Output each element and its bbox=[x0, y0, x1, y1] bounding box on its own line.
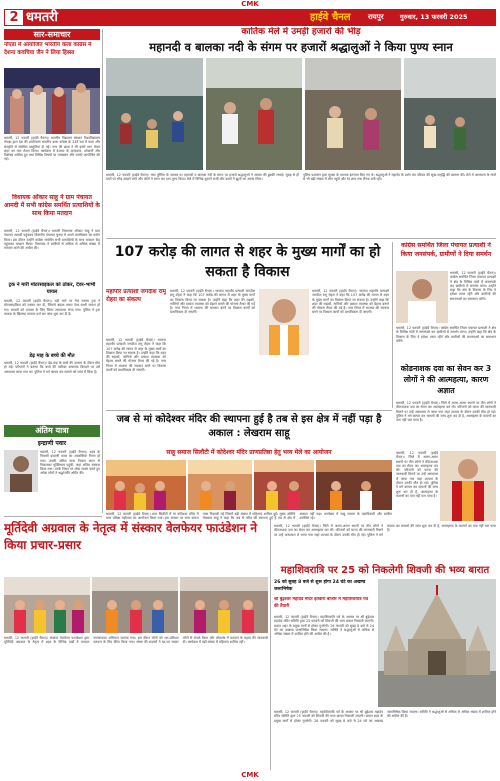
city: रायपुर bbox=[368, 13, 384, 21]
lead-headline: महानदी व बालका नदी के संगम पर हजारों श्रद्धालुओं ने किया पुण्य स्नान bbox=[149, 40, 453, 54]
divider bbox=[106, 238, 496, 239]
obituary-title: अंतिम यात्रा bbox=[4, 425, 100, 437]
column-divider bbox=[102, 29, 103, 513]
roads-kicker: महापौर प्रत्याशी जगदीश रामू रोहरा का संकल्प bbox=[106, 289, 166, 303]
river-photo-1 bbox=[106, 58, 203, 170]
obituary-body: धमतरी, 12 फरवरी (हाईवे चैनल)। शहर के निवासी इन्द्राणी पवार का आकस्मिक निधन हो गया। उनकी अंतिम यात्रा निवास स्थान से निकलकर मुक्तिधाम पहुंची, जहां अंतिम संस्कार किया गया। उनके निधन पर शोक व्यक्त करते हुए अनेक लोगों ने श्रद्धांजलि अर्पित की। bbox=[40, 450, 100, 476]
cong-photo bbox=[396, 271, 448, 323]
river-photo-4 bbox=[404, 58, 496, 170]
temple-photo-3 bbox=[254, 460, 314, 510]
temple-photo-1 bbox=[106, 460, 186, 510]
murti-body: धमतरी, 12 फरवरी (हाईवे चैनल)। संस्कार वेलफेयर फाउंडेशन द्वारा मूर्तिदेवी अग्रवाल के नेतृत्व में शहर के विभिन्न वार्डों में मतदान जागरूकता अभियान चलाया गया। इस दौरान लोगों को शत-प्रतिशत मतदान के लिए प्रेरित किया गया। संस्था की सदस्यों ने घर-घर जाकर लोगों से संपर्क किया और लोकतंत्र में मतदान के महत्व की जानकारी दी। कार्यक्रम में बड़ी संख्या में महिलाएं शामिल रहीं। bbox=[4, 636, 268, 645]
brand-bottom: CMK bbox=[241, 771, 259, 779]
temple-photo-4 bbox=[316, 460, 392, 510]
obituary-name: इन्द्राणी पवार bbox=[37, 440, 67, 447]
shiv-body-2: धमतरी, 12 फरवरी (हाईवे चैनल)। महाशिवरात्रि पर्व के अवसर पर श्री बुढ़ेश्वर महादेव मंदिर समिति द्वारा 25 फरवरी को शिवजी की भव्य बारात निकाली जाएगी। बारात शहर के प्रमुख मार्गों से होकर गुजरेगी। 26 फरवरी को सुबह 8 बजे से 24 घंटे का अखण्ड जलाभिषेक किया जाएगा। समिति ने श्रद्धालुओं से अधिक से अधिक संख्या में शामिल होने की अपील की है। bbox=[274, 710, 496, 723]
brand-top: CMK bbox=[241, 0, 259, 8]
brief2-body: धमतरी, 12 फरवरी (हाईवे चैनल)। धमतरी विधायक ओंकार साहू ने ग्राम पंचायत आमदी पहुंचकर त्रिस्तरीय पंचायत चुनाव में अपने मताधिकार का प्रयोग किया। इस दौरान उन्होंने कांग्रेस समर्थित सभी प्रत्याशियों के साथ मतदान केंद्र पहुंचकर मतदान किया। विधायक ने ग्रामीणों से अधिक से अधिक संख्या में मतदान करने की अपील की। bbox=[4, 229, 100, 251]
shiv-headline: महाशिवरात्रि पर 25 को निकलेगी शिवजी की भव्य बारात bbox=[280, 565, 490, 576]
divider bbox=[392, 242, 393, 408]
cong-body-right: धमतरी, 12 फरवरी (हाईवे चैनल)। कांग्रेस समर्थित जिला पंचायत प्रत्याशी ने क्षेत्र के विभिन्न गांवों में जनसंपर्क कर ग्रामीणों से समर्थन मांगा। उन्होंने कहा कि क्षेत्र के विकास के लिए वे हमेशा तत्पर रहेंगे और ग्रामीणों की समस्याओं का समाधान करेंगे। bbox=[450, 271, 496, 301]
paper-name: हाईवे चैनल bbox=[310, 12, 351, 23]
cong-headline: कांग्रेस समर्थित जिला पंचायत प्रत्याशी ने किया जनसंपर्क, ग्रामीणों ने दिया समर्थन bbox=[400, 242, 492, 258]
murti-photo-2 bbox=[92, 577, 178, 633]
river-photo-3 bbox=[305, 58, 401, 170]
shiv-body: धमतरी, 12 फरवरी (हाईवे चैनल)। महाशिवरात्रि पर्व के अवसर पर श्री बुढ़ेश्वर महादेव मंदिर समिति द्वारा 25 फरवरी को शिवजी की भव्य बारात निकाली जाएगी। बारात शहर के प्रमुख मार्गों से होकर गुजरेगी। 26 फरवरी को सुबह 8 बजे से 24 घंटे का अखण्ड जलाभिषेक किया जाएगा। समिति ने श्रद्धालुओं से अधिक से अधिक संख्या में शामिल होने की अपील की है। bbox=[274, 615, 374, 637]
murti-photo-3 bbox=[180, 577, 268, 633]
lead-body-2: पुलिस प्रशासन द्वारा सुरक्षा के व्यापक इंतजाम किए गए थे। श्रद्धालुओं ने महादेव के दर्शन कर परिवार की सुख-समृद्धि की कामना की। मेले में आसपास के गांवों से भी बड़ी संख्या में लोग पहुंचे और देर शाम तक रौनक बनी रही। bbox=[303, 173, 496, 182]
roads-body-2: धमतरी, 12 फरवरी (हाईवे चैनल)। भाजपा महापौर प्रत्याशी जगदीश रामू रोहरा ने कहा कि 107 करोड़ की लागत से शहर के मुख्य मार्गों का विकास किया जा सकता है। उन्होंने कहा कि शहर की सड़कों, नालियों और प्रकाश व्यवस्था को बेहतर बनाने की योजना तैयार की गई है। नगर निगम में भाजपा की सरकार बनने पर विकास कार्यों को प्राथमिकता दी जाएगी। bbox=[312, 289, 389, 315]
cough-body: धमतरी, 12 फरवरी (हाईवे चैनल)। जिले में अलग-अलग स्थानों पर तीन लोगों ने कीटनाशक दवा का सेवन कर आत्महत्या कर ली। परिजनों को घटना की जानकारी मिलने पर उन्हें अस्पताल ले जाया गया जहां उपचार के दौरान उनकी मौत हो गई। पुलिस ने मर्ग कायम कर मामलों की जांच शुरू कर दी है, आत्महत्या के कारणों का पता नहीं चल पाया है। bbox=[396, 401, 496, 423]
roads-headline: 107 करोड़ की लागत से शहर के मुख्य मार्गों का हो सकता है विकास bbox=[114, 244, 381, 280]
temple-headline: जब से मां कोदेश्वर मंदिर की स्थापना हुई है तब से इस क्षेत्र में नहीं पड़ा है अकाल : लेखराम साहू bbox=[116, 414, 382, 439]
roads-body-left: धमतरी, 12 फरवरी (हाईवे चैनल)। भाजपा महापौर प्रत्याशी जगदीश रामू रोहरा ने कहा कि 107 करोड़ की लागत से शहर के मुख्य मार्गों का विकास किया जा सकता है। उन्होंने कहा कि शहर की सड़कों, नालियों और प्रकाश व्यवस्था को बेहतर बनाने की योजना तैयार की गई है। नगर निगम में भाजपा की सरकार बनने पर विकास कार्यों को प्राथमिकता दी जाएगी। bbox=[106, 338, 166, 373]
brief1-headline: नोएडा में आयोजित भारतीय कला कांग्रेस में देशना कवचिया जैन ने लिया हिस्सा bbox=[4, 42, 92, 56]
brief3-body: धमतरी, 12 फरवरी (हाईवे चैनल)। रुद्री मार्ग पर तेज रफ्तार ट्रक ने मोटरसाइकिल को टक्कर मार दी, जिससे बाइक सवार देवर-भाभी घायल हो गए। घायलों को उपचार के लिए जिला अस्पताल भेजा गया। पुलिस ने ट्रक चालक के खिलाफ मामला दर्ज कर जांच शुरू कर दी है। bbox=[4, 299, 100, 316]
divider bbox=[4, 516, 102, 517]
story-kicker: कार्तिक मेले में उमड़ी हजारों की भीड़ bbox=[241, 27, 361, 37]
shiv-subhead: श्री बुढ़ेश्वर महादेव मंदिर इतवारी बाजार में महाशिवरात्रि पर्व की तैयारी bbox=[274, 597, 369, 609]
obituary-photo bbox=[4, 450, 38, 492]
brief1-photo bbox=[4, 68, 100, 134]
page-header bbox=[4, 9, 496, 26]
page-number: 2 bbox=[4, 9, 24, 26]
temple-photo-2 bbox=[188, 460, 252, 510]
candidate-photo bbox=[259, 289, 309, 355]
roads-body: धमतरी, 12 फरवरी (हाईवे चैनल)। भाजपा महापौर प्रत्याशी जगदीश रामू रोहरा ने कहा कि 107 करोड़ की लागत से शहर के मुख्य मार्गों का विकास किया जा सकता है। उन्होंने कहा कि शहर की सड़कों, नालियों और प्रकाश व्यवस्था को बेहतर बनाने की योजना तैयार की गई है। नगर निगम में भाजपा की सरकार बनने पर विकास कार्यों को प्राथमिकता दी जाएगी। bbox=[170, 289, 255, 315]
date: गुरुवार, 13 फरवरी 2025 bbox=[400, 13, 468, 21]
brief4-headline: डेढ़ माह के बच्चे की मौत bbox=[29, 353, 75, 359]
river-photo-2 bbox=[206, 58, 302, 170]
shiv-kicker: 26 को सुबह 8 बजे से शुरू होगा 24 घंटे का अखण्ड जलाभिषेक bbox=[274, 580, 366, 592]
lead-body-1: धमतरी, 12 फरवरी (हाईवे चैनल)। माघ पूर्णिमा के अवसर पर महानदी व बालका नदी के संगम पर हजारों श्रद्धालुओं ने आस्था की डुबकी लगाई। सुबह से ही घाटों पर भीड़ उमड़ने लगी और लोगों ने स्नान कर दान-पुण्य किया। मेले में विभिन्न दुकानें सजीं और बच्चों ने झूलों का आनंद लिया। bbox=[106, 173, 299, 182]
cough-body-2: धमतरी, 12 फरवरी (हाईवे चैनल)। जिले में अलग-अलग स्थानों पर तीन लोगों ने कीटनाशक दवा का सेवन कर आत्महत्या कर ली। परिजनों को घटना की जानकारी मिलने पर उन्हें अस्पताल ले जाया गया जहां उपचार के दौरान उनकी मौत हो गई। पुलिस ने मर्ग कायम कर मामलों की जांच शुरू कर दी है, आत्महत्या के कारणों का पता नहीं चल पाया है। bbox=[396, 451, 438, 498]
temple-building-photo bbox=[378, 579, 496, 707]
cough-headline: कोडनाशक दवा का सेवन कर 3 लोगों ने की आत्महत्या, कारण अज्ञात bbox=[400, 364, 492, 395]
cough-body-3: धमतरी, 12 फरवरी (हाईवे चैनल)। जिले में अलग-अलग स्थानों पर तीन लोगों ने कीटनाशक दवा का सेवन कर आत्महत्या कर ली। परिजनों को घटना की जानकारी मिलने पर उन्हें अस्पताल ले जाया गया जहां उपचार के दौरान उनकी मौत हो गई। पुलिस ने मर्ग कायम कर मामलों की जांच शुरू कर दी है, आत्महत्या के कारणों का पता नहीं चल पाया है। bbox=[274, 524, 496, 537]
divider bbox=[106, 410, 392, 411]
murti-headline: मूर्तिदेवी अग्रवाल के नेतृत्व में संस्कार वेलफेयर फाउंडेशन ने किया प्रचार-प्रसार bbox=[4, 521, 258, 552]
cong-body: धमतरी, 12 फरवरी (हाईवे चैनल)। कांग्रेस समर्थित जिला पंचायत प्रत्याशी ने क्षेत्र के विभिन्न गांवों में जनसंपर्क कर ग्रामीणों से समर्थन मांगा। उन्होंने कहा कि क्षेत्र के विकास के लिए वे हमेशा तत्पर रहेंगे और ग्रामीणों की समस्याओं का समाधान करेंगे। bbox=[396, 326, 496, 343]
brief2-headline: विधायक ओंकार साहू ने ग्राम पंचायत आमदी में सभी कांग्रेस समर्थित प्रत्याशियों के साथ किया मतदान bbox=[4, 194, 100, 217]
section-title: धमतरी bbox=[26, 10, 58, 25]
brief4-body: धमतरी, 12 फरवरी (हाईवे चैनल)। डेढ़ माह के बच्चे की उपचार के दौरान मौत हो गई। परिजनों ने बताया कि बच्चे की तबीयत अचानक बिगड़ने पर उसे अस्पताल लाया गया था। पुलिस ने मर्ग कायम कर मामले को जांच में लिया है। bbox=[4, 361, 100, 374]
column-divider bbox=[270, 520, 271, 770]
brief3-headline: ट्रक ने मारी मोटरसाइकल को ठोकर, देवर-भाभी घायल bbox=[8, 282, 96, 295]
briefs-title: सार-समाचार bbox=[4, 29, 100, 40]
temple-body: धमतरी, 12 फरवरी (हाईवे चैनल)। ग्राम सिलौटी में मां कोदेश्वर मंदिर में प्राण प्रतिष्ठा महोत्सव का आयोजन किया गया। इस अवसर पर भव्य कलश यात्रा निकाली गई जिसमें बड़ी संख्या में महिलाएं शामिल हुईं। मुख्य अतिथि लेखराम साहू ने कहा कि जब से मंदिर की स्थापना हुई है तब से क्षेत्र में अकाल नहीं पड़ा। कार्यक्रम में साहू समाज के पदाधिकारी और ग्रामीण उपस्थित रहे। bbox=[106, 512, 392, 521]
temple-subhead: साहू समाज सिलौटी में कोदेश्वर मंदिर प्राणप्रतिष्ठा हेतु भव्य मेले का आयोजन bbox=[166, 449, 332, 456]
murti-photo-1 bbox=[4, 577, 90, 633]
cough-photo bbox=[440, 451, 496, 521]
brief1-body: धमतरी, 12 फरवरी (हाईवे चैनल)। भारतीय विद्यालय संस्थान विश्वविद्यालय नोएडा द्वारा देश की प्राचीनतम भारतीय कला कांग्रेस के 33वें सत्र में कला और संस्कृति से संबंधित प्रस्तुतियां दी गईं। नगर की छात्रा ने भी इसमें भाग लेकर शहर का नाम रोशन किया। कार्यक्रम में देशभर के कलाकार, शोधार्थी और विशेषज्ञ शामिल हुए तथा विभिन्न विषयों पर व्याख्यान और चर्चाएं आयोजित की गईं। bbox=[4, 136, 100, 162]
